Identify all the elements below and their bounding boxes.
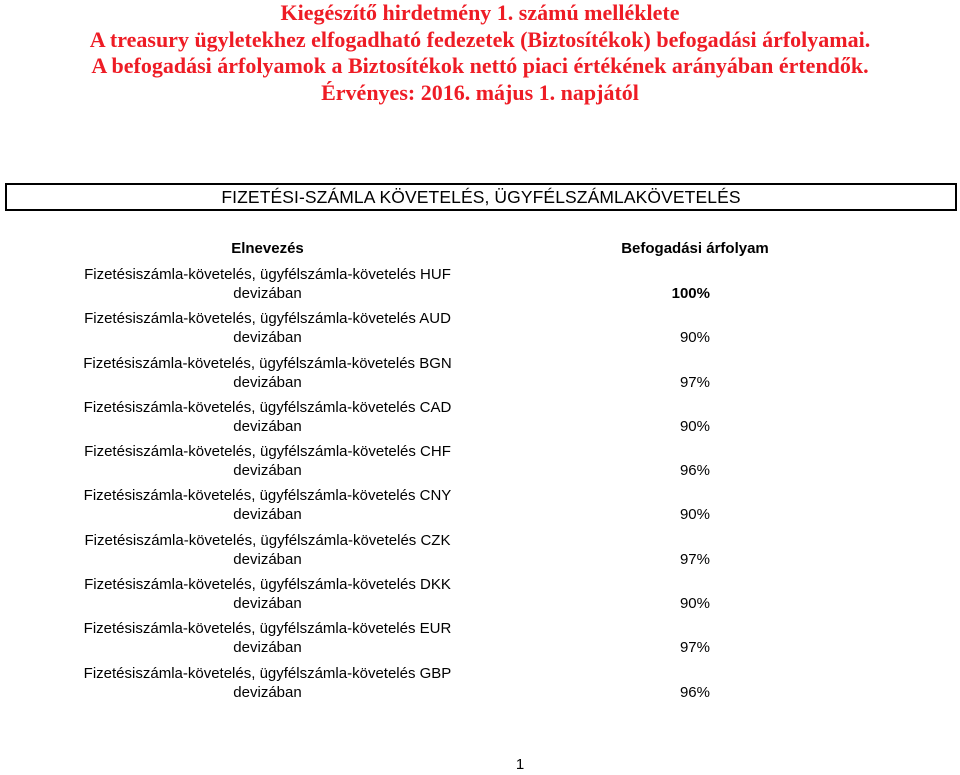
row-name-line2: devizában xyxy=(233,462,302,480)
table-row xyxy=(0,354,960,398)
column-header-rate: Befogadási árfolyam xyxy=(621,240,769,257)
row-name xyxy=(0,398,535,436)
table-row xyxy=(0,664,960,708)
rate-table xyxy=(0,265,960,708)
row-name xyxy=(0,354,535,392)
row-name-line1: Fizetésiszámla-követelés, ügyfélszámla-követelés CAD xyxy=(83,398,452,416)
row-name-line1: Fizetésiszámla-követelés, ügyfélszámla-követelés BGN xyxy=(83,354,452,372)
row-name-line2: devizában xyxy=(233,373,302,391)
row-name xyxy=(0,265,535,303)
row-name xyxy=(0,664,535,702)
row-name-line1: Fizetésiszámla-követelés, ügyfélszámla-követelés CHF xyxy=(84,443,451,461)
row-rate: 96% xyxy=(679,462,710,480)
table-row xyxy=(0,486,960,530)
row-rate: 97% xyxy=(679,639,710,657)
table-row xyxy=(0,575,960,619)
row-rate: 90% xyxy=(679,595,710,613)
table-row xyxy=(0,309,960,353)
row-name xyxy=(0,442,535,480)
row-rate: 100% xyxy=(671,285,710,302)
page-number: 1 xyxy=(515,756,525,773)
row-name-line1: Fizetésiszámla-követelés, ügyfélszámla-követelés HUF xyxy=(84,266,451,283)
row-rate: 96% xyxy=(679,683,710,701)
header-validity: Érvényes: 2016. május 1. napjától xyxy=(321,79,639,105)
table-row xyxy=(0,442,960,486)
row-name-line2: devizában xyxy=(233,417,302,435)
row-rate: 90% xyxy=(679,506,710,524)
document-header xyxy=(0,0,960,106)
row-name-line1: Fizetésiszámla-követelés, ügyfélszámla-követelés AUD xyxy=(84,310,451,328)
row-rate: 97% xyxy=(679,550,710,568)
table-row xyxy=(0,398,960,442)
row-rate: 90% xyxy=(679,417,710,435)
header-title: Kiegészítő hirdetmény 1. számú melléklete xyxy=(280,0,680,25)
table-row xyxy=(0,265,960,309)
row-name-line2: devizában xyxy=(233,550,302,568)
row-name-line1: Fizetésiszámla-követelés, ügyfélszámla-követelés GBP xyxy=(83,664,452,682)
header-subtitle: A treasury ügyletekhez elfogadható fedezetek (Biztosítékok) befogadási árfolyamai. xyxy=(89,26,871,52)
row-name xyxy=(0,619,535,657)
header-note: A befogadási árfolyamok a Biztosítékok nettó piaci értékének arányában értendők. xyxy=(91,53,869,78)
column-header-name: Elnevezés xyxy=(231,240,304,257)
row-name xyxy=(0,486,535,524)
row-name-line2: devizában xyxy=(233,639,302,657)
row-name xyxy=(0,575,535,613)
row-name xyxy=(0,309,535,347)
row-name xyxy=(0,531,535,569)
row-name-line2: devizában xyxy=(233,506,302,524)
row-name-line2: devizában xyxy=(233,595,302,613)
section-title-box xyxy=(5,183,957,211)
section-title: FIZETÉSI-SZÁMLA KÖVETELÉS, ÜGYFÉLSZÁMLAKÖVETELÉS xyxy=(221,186,741,207)
row-name-line2: devizában xyxy=(233,683,302,701)
row-name-line2: devizában xyxy=(233,285,302,302)
row-rate: 97% xyxy=(679,373,710,391)
table-row xyxy=(0,531,960,575)
row-name-line1: Fizetésiszámla-követelés, ügyfélszámla-követelés EUR xyxy=(83,620,452,638)
row-name-line1: Fizetésiszámla-követelés, ügyfélszámla-követelés CNY xyxy=(83,487,452,505)
table-row xyxy=(0,619,960,663)
row-name-line2: devizában xyxy=(233,329,302,347)
row-name-line1: Fizetésiszámla-követelés, ügyfélszámla-követelés DKK xyxy=(84,576,451,594)
row-name-line1: Fizetésiszámla-követelés, ügyfélszámla-követelés CZK xyxy=(84,531,451,549)
row-rate: 90% xyxy=(679,329,710,347)
